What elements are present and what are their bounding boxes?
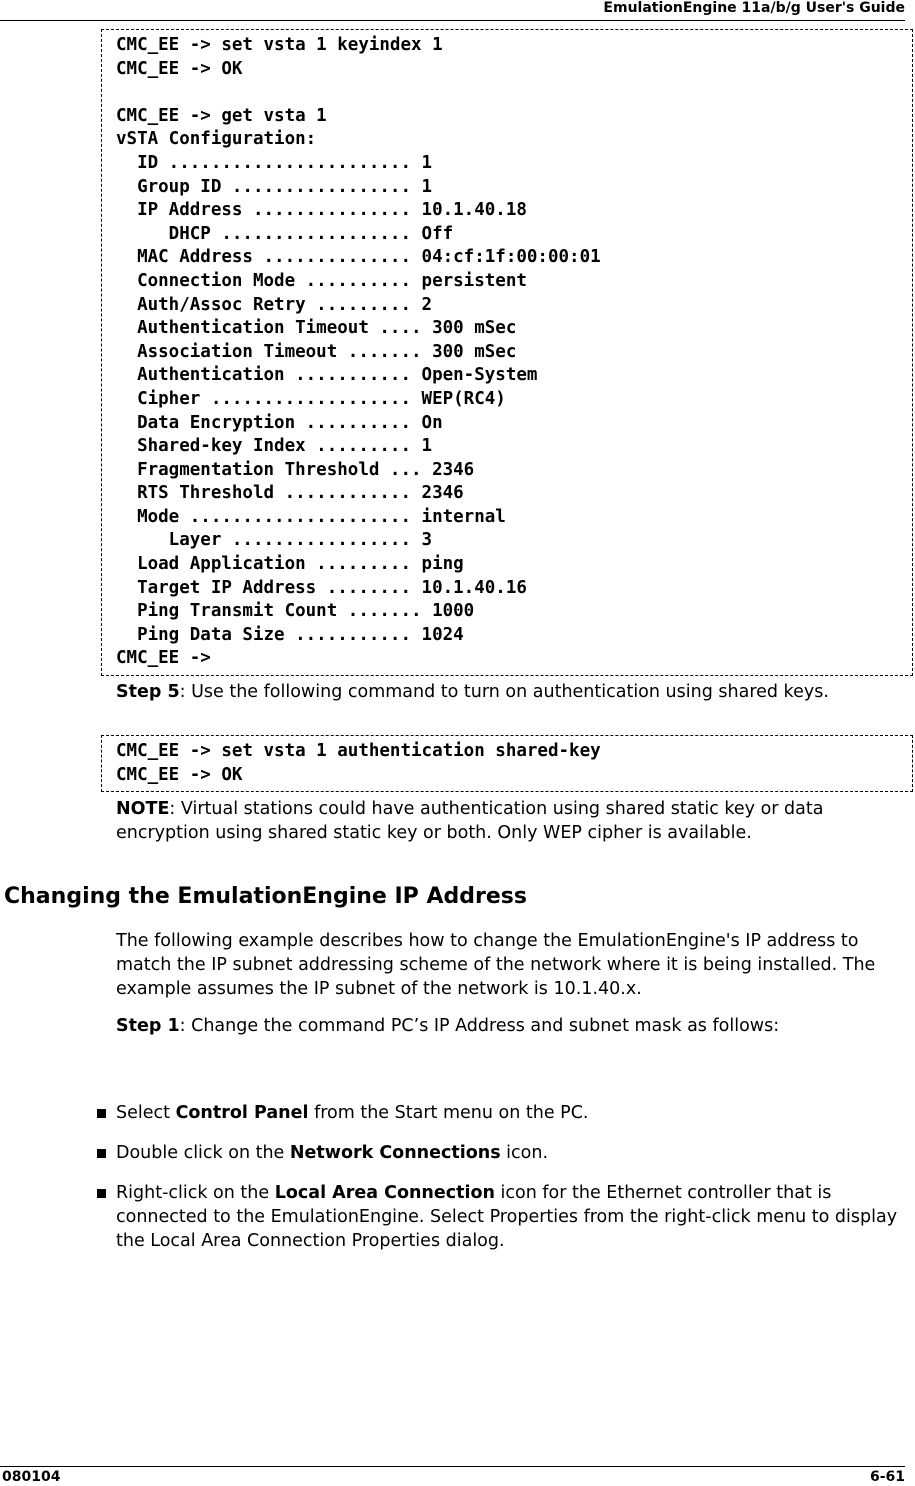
code-block-vsta-config <box>101 29 913 676</box>
square-bullet-icon <box>97 1149 106 1158</box>
bullet-item: Double click on the Network Connections icon. <box>116 1141 901 1165</box>
step-5-label: Step 5 <box>116 682 180 702</box>
code-line: CMC_EE -> <box>116 648 211 669</box>
code-line: IP Address ............... 10.1.40.18 <box>116 200 527 221</box>
note-label: NOTE <box>116 799 170 819</box>
code-line: vSTA Configuration: <box>116 129 317 150</box>
code-line: Shared-key Index ......... 1 <box>116 436 433 457</box>
step-1-paragraph <box>116 1014 901 1038</box>
step-1-text: : Change the command PC’s IP Address and subnet mask as follows: <box>179 1016 780 1036</box>
bullet-item: Select Control Panel from the Start menu on the PC. <box>116 1101 901 1125</box>
code-line: Cipher ................... WEP(RC4) <box>116 388 506 409</box>
square-bullet-icon <box>97 1189 106 1198</box>
note-paragraph <box>116 797 901 845</box>
code-line: RTS Threshold ............ 2346 <box>116 483 464 504</box>
code-line: Authentication Timeout .... 300 mSec <box>116 318 517 339</box>
control-panel-label: Control Panel <box>175 1103 309 1123</box>
bullet-item: Right-click on the Local Area Connection icon for the Ethernet controller that is connected to the EmulationEngine. Select Properties from the right-click menu to display the Local Area Connection Properties dialog. <box>116 1181 901 1253</box>
code-line: CMC_EE -> OK <box>116 764 243 785</box>
code-line: Ping Data Size ........... 1024 <box>116 624 464 645</box>
code-line: Group ID ................. 1 <box>116 176 433 197</box>
code-line: CMC_EE -> OK <box>116 58 243 79</box>
network-connections-label: Network Connections <box>289 1143 501 1163</box>
code-line: Data Encryption .......... On <box>116 412 443 433</box>
code-line: Fragmentation Threshold ... 2346 <box>116 459 475 480</box>
code-line: Layer ................. 3 <box>116 530 433 551</box>
note-text: : Virtual stations could have authentication using shared static key or data encryption using shared static key or both. Only WEP cipher is available. <box>116 799 824 843</box>
step-5-text: : Use the following command to turn on authentication using shared keys. <box>179 682 829 702</box>
code-line: Auth/Assoc Retry ......... 2 <box>116 294 433 315</box>
step-5-paragraph <box>116 680 901 704</box>
code-line <box>116 81 912 105</box>
code-line: Mode ..................... internal <box>116 506 506 527</box>
intro-paragraph: The following example describes how to change the EmulationEngine's IP address to match the IP subnet addressing scheme of the network where it is being installed. The example assumes the IP subnet of the network is 10.1.40.x. <box>116 931 876 999</box>
code-line: Ping Transmit Count ....... 1000 <box>116 601 475 622</box>
code-line: Association Timeout ....... 300 mSec <box>116 341 517 362</box>
code-line: DHCP .................. Off <box>116 223 454 244</box>
code-line: ID ....................... 1 <box>116 152 433 173</box>
code-line: Load Application ......... ping <box>116 554 464 575</box>
code-line: CMC_EE -> set vsta 1 keyindex 1 <box>116 35 443 55</box>
step-1-label: Step 1 <box>116 1016 180 1036</box>
code-line: CMC_EE -> get vsta 1 <box>116 105 327 126</box>
document-title: EmulationEngine 11a/b/g User's Guide <box>603 0 905 16</box>
local-area-connection-label: Local Area Connection <box>274 1183 495 1203</box>
section-heading: Changing the EmulationEngine IP Address <box>4 884 527 909</box>
square-bullet-icon <box>97 1109 106 1118</box>
code-line: Target IP Address ........ 10.1.40.16 <box>116 577 527 598</box>
code-line: Authentication ........... Open-System <box>116 365 538 386</box>
code-line: Connection Mode .......... persistent <box>116 270 527 291</box>
code-line: MAC Address .............. 04:cf:1f:00:00:01 <box>116 247 601 268</box>
document-date: 080104 <box>2 1469 61 1485</box>
page-header <box>0 0 905 21</box>
code-line: CMC_EE -> set vsta 1 authentication shared-key <box>116 741 601 761</box>
code-block-authentication <box>101 735 913 792</box>
page-footer <box>0 1466 905 1485</box>
page-number: 6-61 <box>869 1469 905 1485</box>
